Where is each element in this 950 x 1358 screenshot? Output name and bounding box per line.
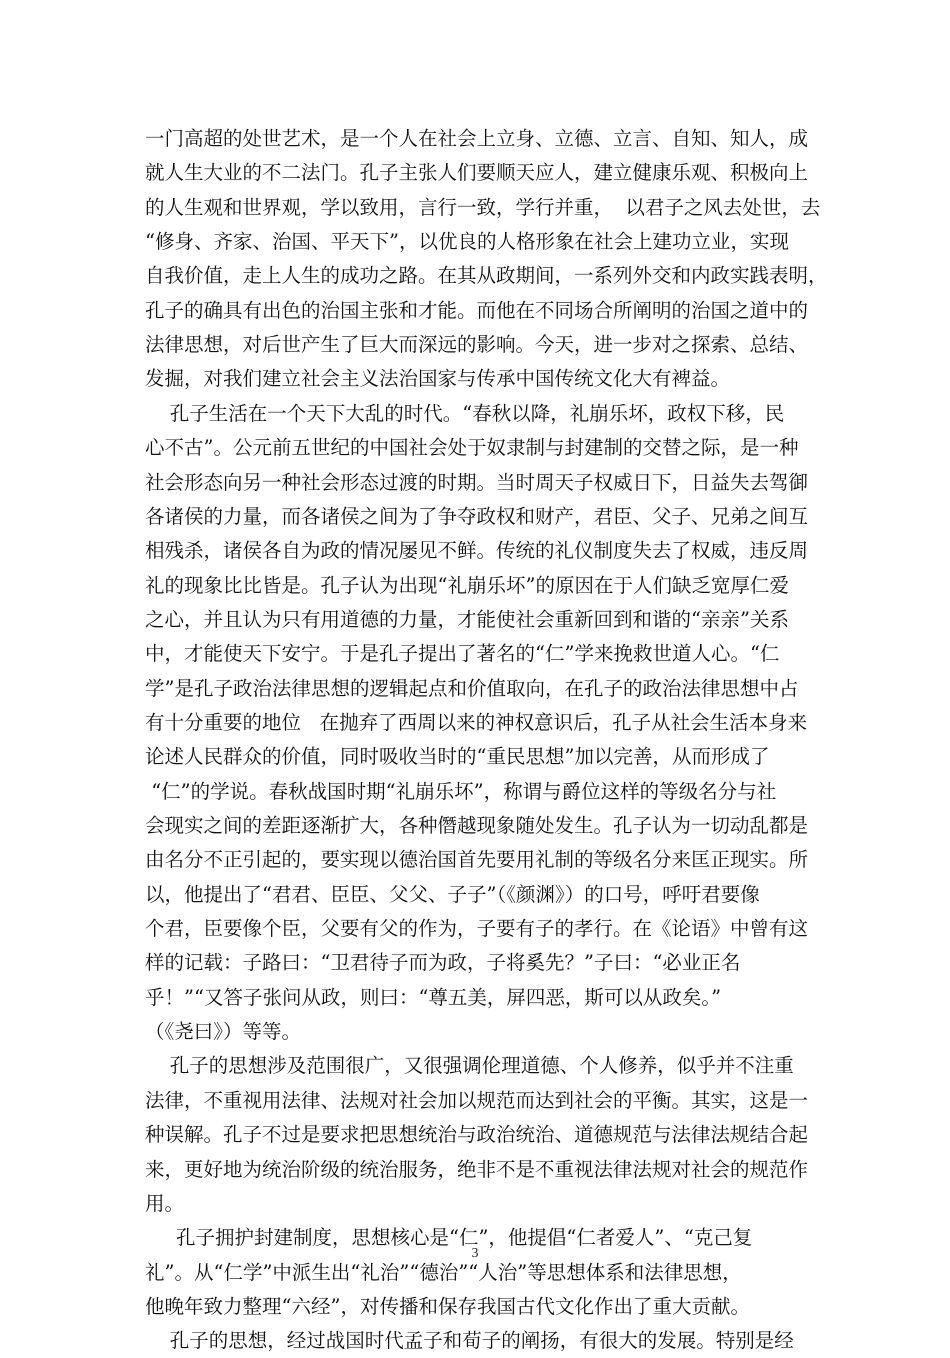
text-line: 一门高超的处世艺术，是一个人在社会上立身、立德、立言、自知、知人，成 [145,127,809,150]
text-line: 会现实之间的差距逐渐扩大，各种僭越现象随处发生。孔子认为一切动乱都是 [145,814,809,837]
text-line: 孔子的确具有出色的治国主张和才能。而他在不同场合所阐明的治国之道中的 [145,298,809,322]
page-number: 3 [471,1246,479,1261]
text-line: 的人生观和世界观，学以致用，言行一致，学行并重， 以君子之风去处世，去 [145,195,821,219]
text-line: 他晚年致力整理“六经”，对传播和保存我国古代文化作出了重大贡献。 [145,1294,750,1318]
text-line: 礼”。从“仁学”中派生出“礼治”“德治”“人治”等思想体系和法律思想， [145,1260,742,1284]
text-line: 学”是孔子政治法律思想的逻辑起点和价值取向，在孔子的政治法律思想中占 [145,676,799,700]
text-line: 孔子生活在一个天下大乱的时代。“春秋以降，礼崩乐坏，政权下移，民 [145,401,785,425]
text-line: 相残杀，诸侯各自为政的情况屡见不鲜。传统的礼仪制度失去了权威，违反周 [145,539,809,563]
text-line: 中，才能使天下安宁。于是孔子提出了著名的“仁”学来挽救世道人心。“仁 [145,642,780,666]
text-line: 有十分重要的地位 在抛弃了西周以来的神权意识后，孔子从社会生活本身来 [145,710,808,734]
text-line: 就人生大业的不二法门。孔子主张人们要顺天应人，建立健康乐观、积极向上 [145,161,809,185]
text-line: 社会形态向另一种社会形态过渡的时期。当时周天子权威日下，日益失去驾御 [145,470,809,494]
text-line: “仁”的学说。春秋战国时期“礼崩乐坏”，称谓与爵位这样的等级名分与社 [145,779,777,803]
text-line: 用。 [145,1191,185,1215]
text-line: 以，他提出了“君君、臣臣、父父、子子”（《颜渊》）的口号，呼吁君要像 [145,882,760,906]
text-line: 法律，不重视用法律、法规对社会加以规范而达到社会的平衡。其实，这是一 [145,1088,809,1112]
text-line: 各诸侯的力量，而各诸侯之间为了争夺政权和财产，君臣、父子、兄弟之间互 [145,504,809,528]
text-line: 孔子拥护封建制度，思想核心是“仁”，他提倡“仁者爱人”、“克己复 [145,1226,753,1250]
text-line: 乎！”“又答子张问从政，则曰：“尊五美，屏四恶，斯可以从政矣。” [145,985,722,1009]
text-line: 之心，并且认为只有用道德的力量，才能使社会重新回到和谐的“亲亲”关系 [145,607,789,631]
text-line: 样的记载：子路曰：“卫君待子而为政，子将奚先？”子曰：“必业正名 [145,951,741,975]
text-line: “修身、齐家、治国、平天下”，以优良的人格形象在社会上建功立业，实现 [145,230,789,254]
text-line: 礼的现象比比皆是。孔子认为出现“礼崩乐坏”的原因在于人们缺乏宽厚仁爱 [145,573,789,597]
text-line: 发掘，对我们建立社会主义法治国家与传承中国传统文化大有裨益。 [145,367,731,391]
text-line: 论述人民群众的价值，同时吸收当时的“重民思想”加以完善，从而形成了 [145,745,770,769]
text-line: 孔子的思想涉及范围很广，又很强调伦理道德、个人修养，似乎并不注重 [145,1054,794,1078]
text-line: 种误解。孔子不过是要求把思想统治与政治统治、道德规范与法律法规结合起 [145,1123,809,1147]
text-line: 来，更好地为统治阶级的统治服务，绝非不是不重视法律法规对社会的规范作 [145,1157,809,1181]
text-line: 法律思想，对后世产生了巨大而深远的影响。今天，进一步对之探索、总结、 [145,333,809,357]
text-line: （《尧曰》）等等。 [145,1020,302,1044]
text-line: 个君，臣要像个臣，父要有父的作为，子要有子的孝行。在《论语》中曾有这 [145,917,809,941]
text-line: 心不古”。公元前五世纪的中国社会处于奴隶制与封建制的交替之际，是一种 [145,436,799,460]
text-line: 由名分不正引起的，要实现以德治国首先要用礼制的等级名分来匡正现实。所 [145,848,809,872]
text-line: 孔子的思想，经过战国时代孟子和荀子的阐扬，有很大的发展。特别是经 [145,1329,794,1353]
text-line: 自我价值，走上人生的成功之路。在其从政期间，一系列外交和内政实践表明， [145,264,828,288]
